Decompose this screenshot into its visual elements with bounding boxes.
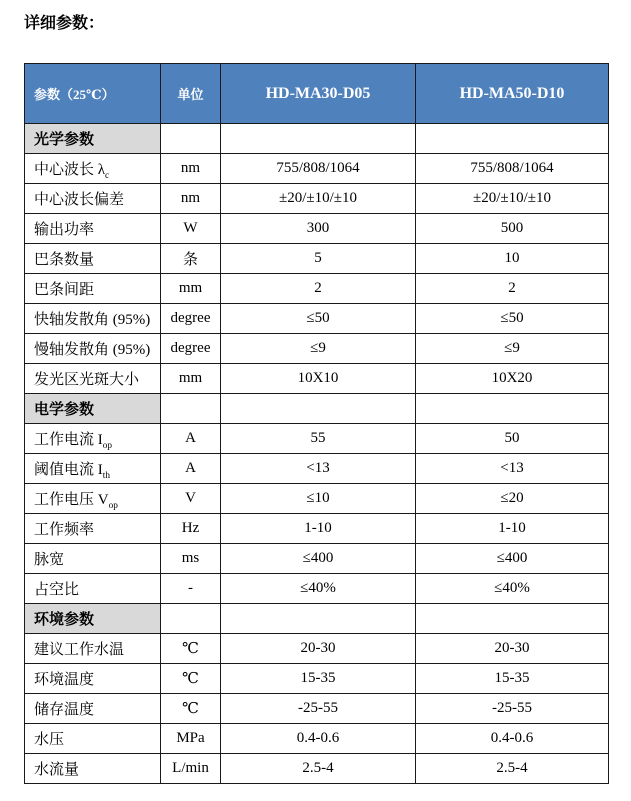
value-cell-model2: 2 bbox=[416, 274, 609, 304]
param-label-cell: 占空比 bbox=[25, 574, 161, 604]
value-cell-model2: <13 bbox=[416, 454, 609, 484]
value-cell-model2 bbox=[416, 604, 609, 634]
value-cell-model1 bbox=[221, 394, 416, 424]
unit-cell: W bbox=[161, 214, 221, 244]
header-cell-param: 参数（25℃） bbox=[25, 64, 161, 124]
value-cell-model1: 15-35 bbox=[221, 664, 416, 694]
value-cell-model1: -25-55 bbox=[221, 694, 416, 724]
value-cell-model2: ≤400 bbox=[416, 544, 609, 574]
value-cell-model2: ≤40% bbox=[416, 574, 609, 604]
table-row bbox=[25, 544, 609, 574]
param-label-cell: 水压 bbox=[25, 724, 161, 754]
value-cell-model1: 5 bbox=[221, 244, 416, 274]
label-subscript: op bbox=[108, 501, 118, 511]
unit-cell: degree bbox=[161, 304, 221, 334]
value-cell-model1: ≤10 bbox=[221, 484, 416, 514]
value-cell-model2: 755/808/1064 bbox=[416, 154, 609, 184]
unit-cell: L/min bbox=[161, 754, 221, 784]
value-cell-model1: ≤40% bbox=[221, 574, 416, 604]
section-row bbox=[25, 604, 609, 634]
value-cell-model2: -25-55 bbox=[416, 694, 609, 724]
param-label-cell: 中心波长偏差 bbox=[25, 184, 161, 214]
table-row bbox=[25, 574, 609, 604]
value-cell-model1: 10X10 bbox=[221, 364, 416, 394]
unit-cell: MPa bbox=[161, 724, 221, 754]
value-cell-model2: 500 bbox=[416, 214, 609, 244]
table-row bbox=[25, 274, 609, 304]
value-cell-model1: ≤50 bbox=[221, 304, 416, 334]
unit-cell: A bbox=[161, 454, 221, 484]
table-row bbox=[25, 244, 609, 274]
page-title: 详细参数： bbox=[24, 13, 105, 32]
param-label-cell: 工作电流 $I_{op}$ bbox=[25, 424, 161, 454]
unit-cell: mm bbox=[161, 274, 221, 304]
param-label-cell: 水流量 bbox=[25, 754, 161, 784]
value-cell-model1: ≤9 bbox=[221, 334, 416, 364]
value-cell-model2: 50 bbox=[416, 424, 609, 454]
value-cell-model2: ≤50 bbox=[416, 304, 609, 334]
param-label-cell: 环境参数 bbox=[25, 604, 161, 634]
value-cell-model2: ±20/±10/±10 bbox=[416, 184, 609, 214]
value-cell-model2: ≤20 bbox=[416, 484, 609, 514]
header-cell-unit: 单位 bbox=[161, 64, 221, 124]
param-label-cell: 快轴发散角 (95%) bbox=[25, 304, 161, 334]
table-row bbox=[25, 724, 609, 754]
unit-cell: - bbox=[161, 574, 221, 604]
value-cell-model1: 0.4-0.6 bbox=[221, 724, 416, 754]
value-cell-model1: 2 bbox=[221, 274, 416, 304]
table-row bbox=[25, 514, 609, 544]
unit-cell: Hz bbox=[161, 514, 221, 544]
unit-cell: A bbox=[161, 424, 221, 454]
unit-cell: V bbox=[161, 484, 221, 514]
value-cell-model2: 10 bbox=[416, 244, 609, 274]
param-label-cell: 发光区光斑大小 bbox=[25, 364, 161, 394]
param-label-cell: 慢轴发散角 (95%) bbox=[25, 334, 161, 364]
unit-cell: mm bbox=[161, 364, 221, 394]
value-cell-model2: 10X20 bbox=[416, 364, 609, 394]
value-cell-model2: 0.4-0.6 bbox=[416, 724, 609, 754]
unit-cell bbox=[161, 604, 221, 634]
unit-cell: ℃ bbox=[161, 664, 221, 694]
table-row bbox=[25, 634, 609, 664]
table-header bbox=[25, 64, 609, 124]
value-cell-model1 bbox=[221, 124, 416, 154]
value-cell-model1: 20-30 bbox=[221, 634, 416, 664]
unit-cell: degree bbox=[161, 334, 221, 364]
table-row bbox=[25, 754, 609, 784]
table-row bbox=[25, 454, 609, 484]
value-cell-model1: 755/808/1064 bbox=[221, 154, 416, 184]
section-row bbox=[25, 124, 609, 154]
table-row bbox=[25, 364, 609, 394]
table-row bbox=[25, 664, 609, 694]
param-label-cell: 工作电压 $V_{op}$ bbox=[25, 484, 161, 514]
param-label-cell: 脉宽 bbox=[25, 544, 161, 574]
param-label-cell: 电学参数 bbox=[25, 394, 161, 424]
header-cell-model1: HD-MA30-D05 bbox=[221, 64, 416, 124]
table-row bbox=[25, 214, 609, 244]
unit-cell: ℃ bbox=[161, 634, 221, 664]
value-cell-model2 bbox=[416, 394, 609, 424]
unit-cell: ℃ bbox=[161, 694, 221, 724]
table-row bbox=[25, 334, 609, 364]
header-cell-model2: HD-MA50-D10 bbox=[416, 64, 609, 124]
param-label-cell: 巴条间距 bbox=[25, 274, 161, 304]
table-row bbox=[25, 424, 609, 454]
unit-cell: nm bbox=[161, 154, 221, 184]
value-cell-model2: 1-10 bbox=[416, 514, 609, 544]
unit-cell: ms bbox=[161, 544, 221, 574]
value-cell-model1: ≤400 bbox=[221, 544, 416, 574]
param-label-cell: 阈值电流 $I_{th}$ bbox=[25, 454, 161, 484]
table-row bbox=[25, 184, 609, 214]
header-row bbox=[25, 64, 609, 124]
table-row bbox=[25, 694, 609, 724]
value-cell-model1: <13 bbox=[221, 454, 416, 484]
param-label-cell: 工作频率 bbox=[25, 514, 161, 544]
value-cell-model2: 2.5-4 bbox=[416, 754, 609, 784]
param-label-cell: 储存温度 bbox=[25, 694, 161, 724]
unit-cell bbox=[161, 124, 221, 154]
value-cell-model2: 20-30 bbox=[416, 634, 609, 664]
value-cell-model1: 2.5-4 bbox=[221, 754, 416, 784]
value-cell-model1 bbox=[221, 604, 416, 634]
value-cell-model1: 300 bbox=[221, 214, 416, 244]
value-cell-model2: 15-35 bbox=[416, 664, 609, 694]
section-row bbox=[25, 394, 609, 424]
table-row bbox=[25, 154, 609, 184]
label-subscript: c bbox=[105, 171, 110, 181]
param-label-cell: 巴条数量 bbox=[25, 244, 161, 274]
table-row bbox=[25, 484, 609, 514]
param-label-cell: 环境温度 bbox=[25, 664, 161, 694]
param-label-cell: 光学参数 bbox=[25, 124, 161, 154]
unit-cell bbox=[161, 394, 221, 424]
value-cell-model1: 1-10 bbox=[221, 514, 416, 544]
param-label-cell: 中心波长 $\lambda_c$ bbox=[25, 154, 161, 184]
unit-cell: 条 bbox=[161, 244, 221, 274]
value-cell-model2: ≤9 bbox=[416, 334, 609, 364]
value-cell-model2 bbox=[416, 124, 609, 154]
table-body bbox=[25, 124, 609, 784]
table-row bbox=[25, 304, 609, 334]
value-cell-model1: 55 bbox=[221, 424, 416, 454]
param-label-cell: 输出功率 bbox=[25, 214, 161, 244]
spec-table bbox=[24, 63, 609, 784]
label-subscript: op bbox=[102, 441, 113, 451]
value-cell-model1: ±20/±10/±10 bbox=[221, 184, 416, 214]
param-label-cell: 建议工作水温 bbox=[25, 634, 161, 664]
label-subscript: th bbox=[102, 471, 110, 481]
unit-cell: nm bbox=[161, 184, 221, 214]
